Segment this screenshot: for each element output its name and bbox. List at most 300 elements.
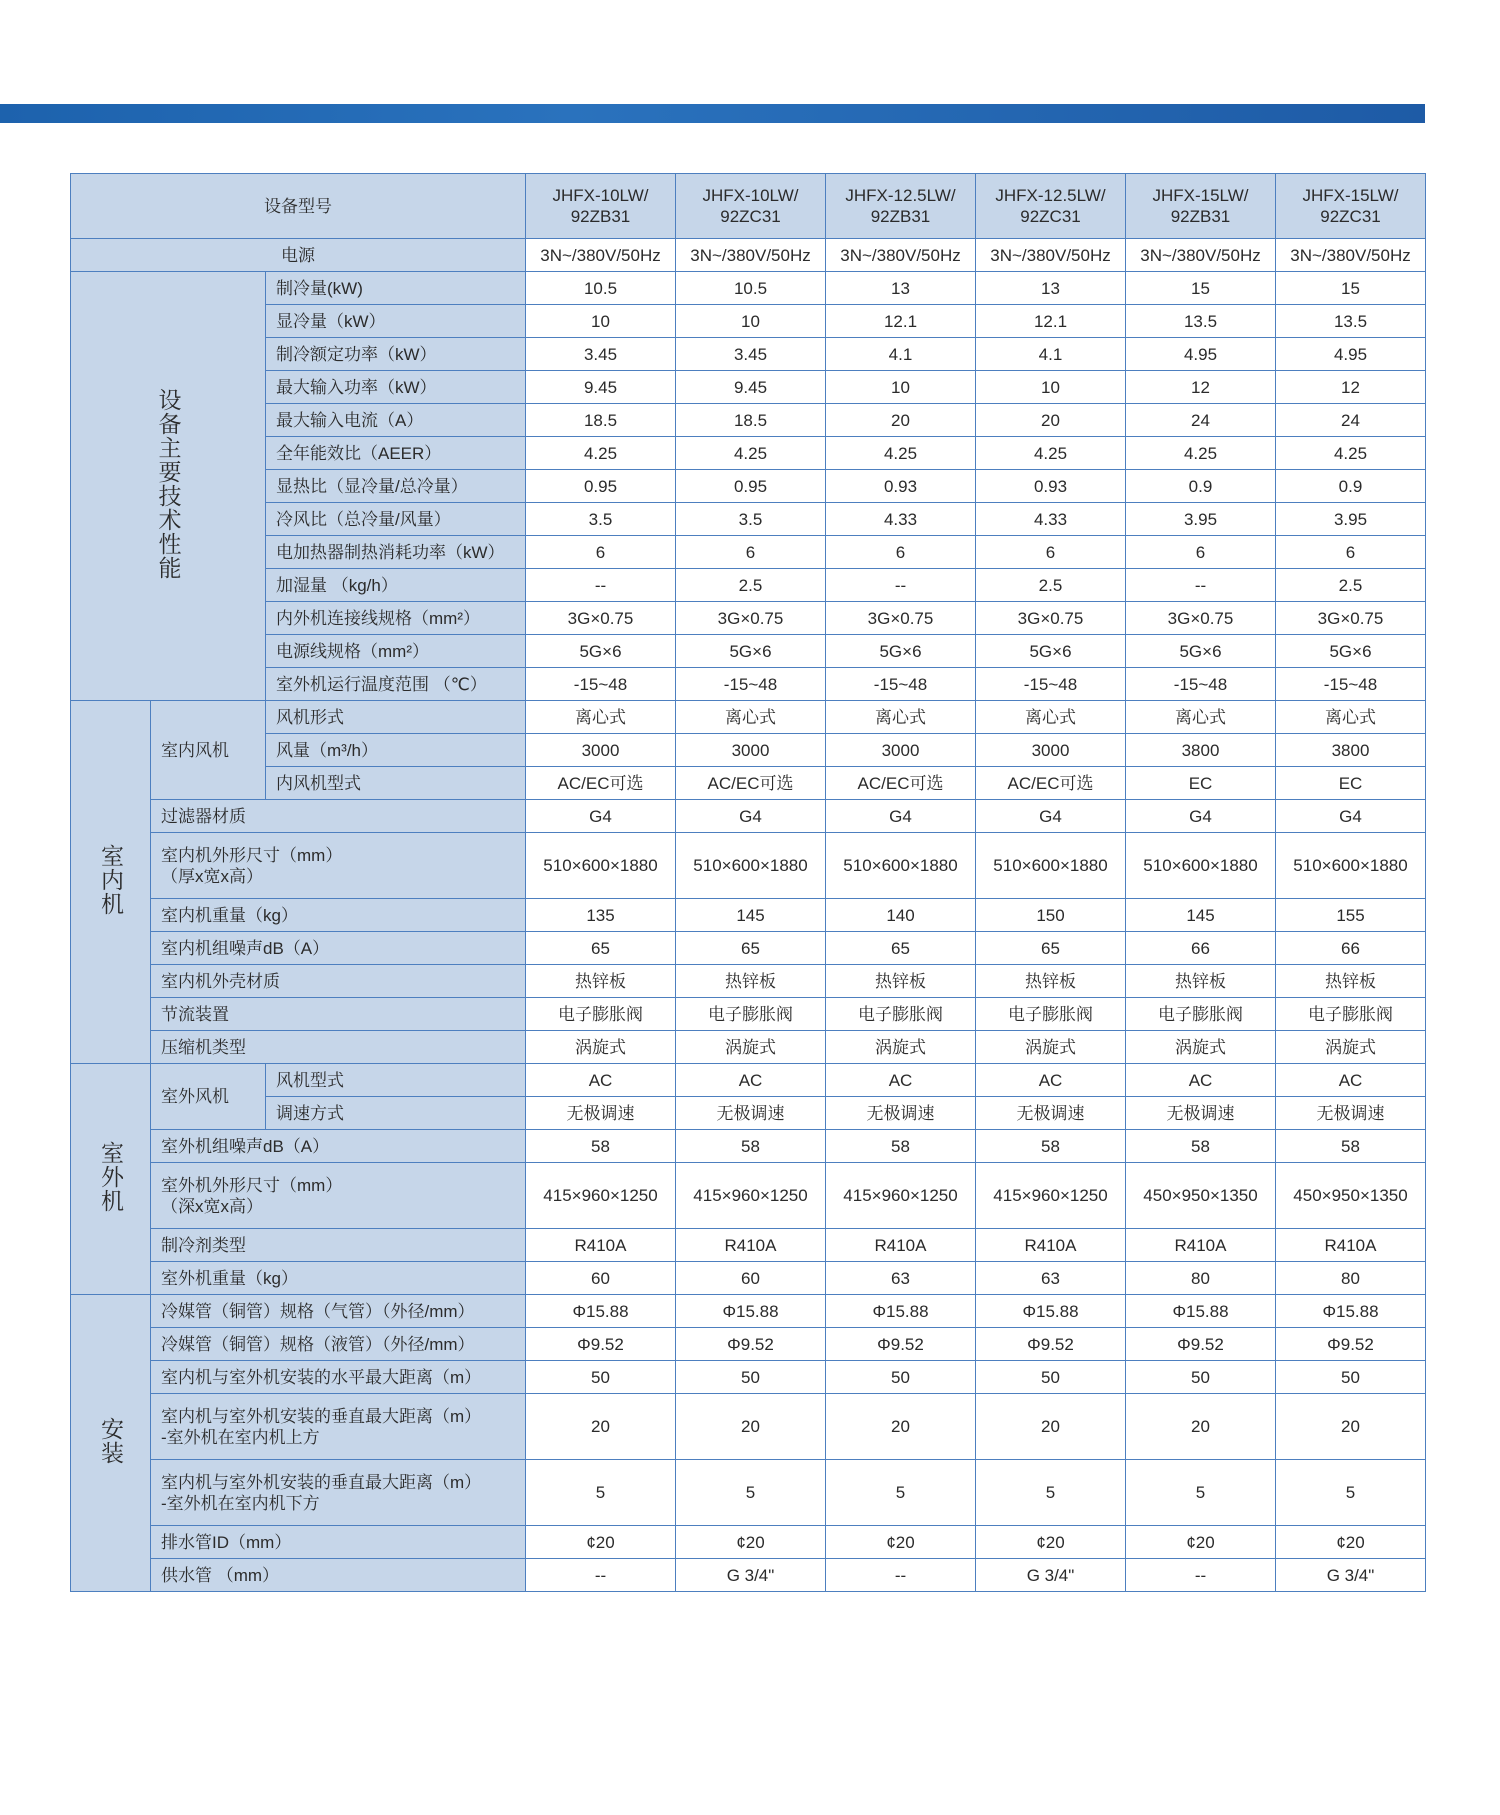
cell-value: 58	[1126, 1130, 1276, 1163]
cell-value: 3G×0.75	[976, 602, 1126, 635]
cell-value: 热锌板	[676, 965, 826, 998]
cell-value: 5G×6	[1126, 635, 1276, 668]
table-row	[71, 1163, 1426, 1229]
cell-value: 10.5	[676, 272, 826, 305]
cell-value: 155	[1276, 899, 1426, 932]
cell-value: 5	[976, 1460, 1126, 1526]
cell-value: 66	[1126, 932, 1276, 965]
cell-value: 20	[976, 404, 1126, 437]
cell-value: R410A	[976, 1229, 1126, 1262]
cell-value: 50	[1126, 1361, 1276, 1394]
row-label: 显冷量（kW）	[266, 305, 526, 338]
cell-value: 电子膨胀阀	[976, 998, 1126, 1031]
cell-value: 3G×0.75	[1126, 602, 1276, 635]
cell-value: 80	[1126, 1262, 1276, 1295]
cell-value: 50	[526, 1361, 676, 1394]
row-label: 室外机重量（kg）	[151, 1262, 526, 1295]
cell-value: AC/EC可选	[826, 767, 976, 800]
row-label: 电加热器制热消耗功率（kW）	[266, 536, 526, 569]
cell-value: 涡旋式	[1126, 1031, 1276, 1064]
row-label: 压缩机类型	[151, 1031, 526, 1064]
cell-value: 涡旋式	[526, 1031, 676, 1064]
section-label	[71, 1064, 151, 1295]
cell-value: 145	[1126, 899, 1276, 932]
power-row	[71, 239, 1426, 272]
cell-value: 4.25	[826, 437, 976, 470]
cell-value: 无极调速	[976, 1097, 1126, 1130]
row-label: 电源线规格（mm²）	[266, 635, 526, 668]
cell-value: 20	[526, 1394, 676, 1460]
row-label: 调速方式	[266, 1097, 526, 1130]
cell-value: 510×600×1880	[526, 833, 676, 899]
cell-value: 58	[976, 1130, 1126, 1163]
cell-value: 6	[976, 536, 1126, 569]
model-name: JHFX-10LW/ 92ZB31	[526, 174, 676, 239]
cell-value: G 3/4"	[976, 1559, 1126, 1592]
cell-value: --	[826, 1559, 976, 1592]
cell-value: Φ9.52	[826, 1328, 976, 1361]
row-label: 冷媒管（铜管）规格（气管）（外径/mm）	[151, 1295, 526, 1328]
cell-value: 9.45	[676, 371, 826, 404]
cell-value: 18.5	[676, 404, 826, 437]
cell-value: 450×950×1350	[1126, 1163, 1276, 1229]
table-row	[71, 1460, 1426, 1526]
cell-value: 热锌板	[526, 965, 676, 998]
cell-value: 13.5	[1126, 305, 1276, 338]
model-name: JHFX-10LW/ 92ZC31	[676, 174, 826, 239]
cell-value: 5G×6	[1276, 635, 1426, 668]
cell-value: Φ9.52	[676, 1328, 826, 1361]
row-label: 风机型式	[266, 1064, 526, 1097]
cell-value: 离心式	[1126, 701, 1276, 734]
cell-value: ¢20	[1126, 1526, 1276, 1559]
cell-value: 63	[976, 1262, 1126, 1295]
cell-value: 415×960×1250	[826, 1163, 976, 1229]
cell-value: Φ15.88	[976, 1295, 1126, 1328]
cell-value: 无极调速	[1126, 1097, 1276, 1130]
table-row	[71, 338, 1426, 371]
cell-value: R410A	[526, 1229, 676, 1262]
cell-value: 无极调速	[676, 1097, 826, 1130]
table-row	[71, 272, 1426, 305]
cell-value: 3.95	[1276, 503, 1426, 536]
cell-value: G 3/4"	[1276, 1559, 1426, 1592]
row-label: 室外机外形尺寸（mm） （深x宽x高）	[151, 1163, 526, 1229]
cell-value: Φ9.52	[1126, 1328, 1276, 1361]
cell-value: 热锌板	[826, 965, 976, 998]
cell-value: ¢20	[826, 1526, 976, 1559]
cell-value: 离心式	[826, 701, 976, 734]
cell-value: 58	[676, 1130, 826, 1163]
cell-value: 24	[1126, 404, 1276, 437]
cell-value: 13	[976, 272, 1126, 305]
cell-value: 无极调速	[826, 1097, 976, 1130]
cell-value: 5G×6	[976, 635, 1126, 668]
cell-value: 13	[826, 272, 976, 305]
cell-value: 450×950×1350	[1276, 1163, 1426, 1229]
row-label: 内外机连接线规格（mm²）	[266, 602, 526, 635]
power-value: 3N~/380V/50Hz	[826, 239, 976, 272]
cell-value: 50	[1276, 1361, 1426, 1394]
cell-value: 510×600×1880	[976, 833, 1126, 899]
cell-value: G4	[526, 800, 676, 833]
cell-value: 热锌板	[976, 965, 1126, 998]
power-value: 3N~/380V/50Hz	[976, 239, 1126, 272]
cell-value: R410A	[1276, 1229, 1426, 1262]
cell-value: --	[526, 569, 676, 602]
cell-value: 15	[1276, 272, 1426, 305]
cell-value: AC	[1276, 1064, 1426, 1097]
cell-value: 24	[1276, 404, 1426, 437]
cell-value: 58	[826, 1130, 976, 1163]
table-row	[71, 998, 1426, 1031]
cell-value: 2.5	[1276, 569, 1426, 602]
group-label: 室内风机	[151, 701, 266, 800]
cell-value: 50	[826, 1361, 976, 1394]
cell-value: 65	[826, 932, 976, 965]
model-header-label: 设备型号	[71, 174, 526, 239]
row-label: 全年能效比（AEER）	[266, 437, 526, 470]
cell-value: 5	[526, 1460, 676, 1526]
cell-value: 18.5	[526, 404, 676, 437]
model-header-row	[71, 174, 1426, 239]
cell-value: 20	[826, 1394, 976, 1460]
row-label: 室内机与室外机安装的垂直最大距离（m） -室外机在室内机上方	[151, 1394, 526, 1460]
table-row	[71, 404, 1426, 437]
row-label: 风机形式	[266, 701, 526, 734]
row-label: 室内机重量（kg）	[151, 899, 526, 932]
table-row	[71, 1361, 1426, 1394]
cell-value: 4.95	[1126, 338, 1276, 371]
cell-value: --	[526, 1559, 676, 1592]
cell-value: 150	[976, 899, 1126, 932]
cell-value: 20	[976, 1394, 1126, 1460]
section-label	[71, 701, 151, 1064]
model-name: JHFX-12.5LW/ 92ZC31	[976, 174, 1126, 239]
cell-value: 4.95	[1276, 338, 1426, 371]
cell-value: 60	[526, 1262, 676, 1295]
row-label: 制冷剂类型	[151, 1229, 526, 1262]
cell-value: AC	[526, 1064, 676, 1097]
cell-value: 10.5	[526, 272, 676, 305]
table-row	[71, 1328, 1426, 1361]
cell-value: 12.1	[976, 305, 1126, 338]
cell-value: EC	[1126, 767, 1276, 800]
cell-value: 10	[526, 305, 676, 338]
cell-value: 4.1	[826, 338, 976, 371]
cell-value: 415×960×1250	[526, 1163, 676, 1229]
cell-value: 热锌板	[1276, 965, 1426, 998]
cell-value: 电子膨胀阀	[1276, 998, 1426, 1031]
cell-value: 5G×6	[826, 635, 976, 668]
cell-value: 4.25	[526, 437, 676, 470]
row-label: 过滤器材质	[151, 800, 526, 833]
cell-value: G4	[826, 800, 976, 833]
cell-value: 0.93	[976, 470, 1126, 503]
cell-value: 50	[676, 1361, 826, 1394]
table-row	[71, 569, 1426, 602]
power-value: 3N~/380V/50Hz	[1276, 239, 1426, 272]
cell-value: 4.25	[676, 437, 826, 470]
cell-value: 离心式	[976, 701, 1126, 734]
cell-value: G4	[1126, 800, 1276, 833]
cell-value: ¢20	[526, 1526, 676, 1559]
cell-value: 20	[676, 1394, 826, 1460]
section-label-text: 室外机	[98, 1140, 124, 1213]
cell-value: 12.1	[826, 305, 976, 338]
cell-value: G 3/4"	[676, 1559, 826, 1592]
power-label: 电源	[71, 239, 526, 272]
cell-value: 5	[1276, 1460, 1426, 1526]
cell-value: 6	[526, 536, 676, 569]
cell-value: 涡旋式	[676, 1031, 826, 1064]
table-row	[71, 800, 1426, 833]
cell-value: 65	[976, 932, 1126, 965]
cell-value: 4.33	[976, 503, 1126, 536]
table-row	[71, 1559, 1426, 1592]
table-row	[71, 1394, 1426, 1460]
table-row	[71, 965, 1426, 998]
cell-value: 6	[676, 536, 826, 569]
row-label: 风量（m³/h）	[266, 734, 526, 767]
table-row	[71, 1064, 1426, 1097]
cell-value: Φ9.52	[1276, 1328, 1426, 1361]
table-row	[71, 833, 1426, 899]
cell-value: 0.95	[526, 470, 676, 503]
cell-value: --	[826, 569, 976, 602]
section-label	[71, 1295, 151, 1592]
table-row	[71, 1295, 1426, 1328]
cell-value: 3000	[826, 734, 976, 767]
cell-value: 涡旋式	[826, 1031, 976, 1064]
cell-value: AC/EC可选	[976, 767, 1126, 800]
table-row	[71, 899, 1426, 932]
cell-value: 66	[1276, 932, 1426, 965]
cell-value: 3000	[676, 734, 826, 767]
group-label: 室外风机	[151, 1064, 266, 1130]
cell-value: 无极调速	[1276, 1097, 1426, 1130]
cell-value: 2.5	[976, 569, 1126, 602]
row-label: 室内机组噪声dB（A）	[151, 932, 526, 965]
row-label: 室外机运行温度范围 （℃）	[266, 668, 526, 701]
cell-value: EC	[1276, 767, 1426, 800]
cell-value: 63	[826, 1262, 976, 1295]
table-row	[71, 602, 1426, 635]
cell-value: Φ15.88	[1126, 1295, 1276, 1328]
cell-value: ¢20	[1276, 1526, 1426, 1559]
cell-value: Φ9.52	[526, 1328, 676, 1361]
cell-value: 6	[1276, 536, 1426, 569]
cell-value: Φ15.88	[1276, 1295, 1426, 1328]
power-value: 3N~/380V/50Hz	[1126, 239, 1276, 272]
cell-value: ¢20	[676, 1526, 826, 1559]
cell-value: G4	[676, 800, 826, 833]
table-row	[71, 1097, 1426, 1130]
cell-value: 电子膨胀阀	[526, 998, 676, 1031]
cell-value: G4	[1276, 800, 1426, 833]
cell-value: 510×600×1880	[676, 833, 826, 899]
cell-value: 10	[826, 371, 976, 404]
cell-value: 离心式	[526, 701, 676, 734]
cell-value: 415×960×1250	[976, 1163, 1126, 1229]
cell-value: 4.33	[826, 503, 976, 536]
cell-value: 5G×6	[676, 635, 826, 668]
table-row	[71, 734, 1426, 767]
row-label: 排水管ID（mm）	[151, 1526, 526, 1559]
cell-value: -15~48	[1126, 668, 1276, 701]
row-label: 室内机与室外机安装的垂直最大距离（m） -室外机在室内机下方	[151, 1460, 526, 1526]
cell-value: 12	[1126, 371, 1276, 404]
cell-value: 6	[826, 536, 976, 569]
cell-value: 58	[526, 1130, 676, 1163]
cell-value: 15	[1126, 272, 1276, 305]
spec-table	[70, 173, 1426, 1592]
cell-value: 140	[826, 899, 976, 932]
power-value: 3N~/380V/50Hz	[526, 239, 676, 272]
model-name: JHFX-15LW/ 92ZC31	[1276, 174, 1426, 239]
top-banner-bar	[0, 104, 1425, 123]
row-label: 最大输入功率（kW）	[266, 371, 526, 404]
cell-value: 3G×0.75	[1276, 602, 1426, 635]
cell-value: 10	[676, 305, 826, 338]
table-row	[71, 1262, 1426, 1295]
cell-value: R410A	[1126, 1229, 1276, 1262]
cell-value: 10	[976, 371, 1126, 404]
cell-value: AC	[976, 1064, 1126, 1097]
row-label: 冷风比（总冷量/风量）	[266, 503, 526, 536]
cell-value: 5G×6	[526, 635, 676, 668]
cell-value: 4.25	[1276, 437, 1426, 470]
cell-value: 3.5	[526, 503, 676, 536]
cell-value: 145	[676, 899, 826, 932]
table-row	[71, 701, 1426, 734]
cell-value: 510×600×1880	[1126, 833, 1276, 899]
table-row	[71, 932, 1426, 965]
table-row	[71, 635, 1426, 668]
section-label-text: 室内机	[98, 843, 124, 916]
row-label: 制冷量(kW)	[266, 272, 526, 305]
table-row	[71, 1130, 1426, 1163]
cell-value: 20	[826, 404, 976, 437]
cell-value: 9.45	[526, 371, 676, 404]
cell-value: 3G×0.75	[826, 602, 976, 635]
cell-value: 510×600×1880	[1276, 833, 1426, 899]
cell-value: 电子膨胀阀	[1126, 998, 1276, 1031]
cell-value: 80	[1276, 1262, 1426, 1295]
cell-value: -15~48	[676, 668, 826, 701]
table-row	[71, 536, 1426, 569]
table-row	[71, 503, 1426, 536]
cell-value: AC	[676, 1064, 826, 1097]
model-name: JHFX-15LW/ 92ZB31	[1126, 174, 1276, 239]
section-label-text: 设备主要技术性能	[155, 387, 182, 580]
cell-value: 电子膨胀阀	[826, 998, 976, 1031]
table-row	[71, 1229, 1426, 1262]
cell-value: 涡旋式	[1276, 1031, 1426, 1064]
row-label: 冷媒管（铜管）规格（液管）（外径/mm）	[151, 1328, 526, 1361]
cell-value: 电子膨胀阀	[676, 998, 826, 1031]
cell-value: 12	[1276, 371, 1426, 404]
table-row	[71, 470, 1426, 503]
cell-value: 65	[526, 932, 676, 965]
cell-value: 58	[1276, 1130, 1426, 1163]
cell-value: 20	[1126, 1394, 1276, 1460]
cell-value: AC/EC可选	[676, 767, 826, 800]
cell-value: 3000	[526, 734, 676, 767]
cell-value: -15~48	[826, 668, 976, 701]
cell-value: 热锌板	[1126, 965, 1276, 998]
row-label: 制冷额定功率（kW）	[266, 338, 526, 371]
table-row	[71, 437, 1426, 470]
cell-value: 3800	[1276, 734, 1426, 767]
row-label: 室内机外壳材质	[151, 965, 526, 998]
cell-value: Φ15.88	[826, 1295, 976, 1328]
row-label: 节流装置	[151, 998, 526, 1031]
cell-value: 3800	[1126, 734, 1276, 767]
cell-value: 3.95	[1126, 503, 1276, 536]
row-label: 加湿量 （kg/h）	[266, 569, 526, 602]
cell-value: 离心式	[676, 701, 826, 734]
cell-value: 离心式	[1276, 701, 1426, 734]
row-label: 最大输入电流（A）	[266, 404, 526, 437]
cell-value: 65	[676, 932, 826, 965]
row-label: 显热比（显冷量/总冷量）	[266, 470, 526, 503]
cell-value: 510×600×1880	[826, 833, 976, 899]
table-row	[71, 668, 1426, 701]
table-row	[71, 305, 1426, 338]
cell-value: 0.9	[1276, 470, 1426, 503]
cell-value: -15~48	[1276, 668, 1426, 701]
cell-value: Φ9.52	[976, 1328, 1126, 1361]
cell-value: 5	[1126, 1460, 1276, 1526]
cell-value: 60	[676, 1262, 826, 1295]
cell-value: 3.45	[526, 338, 676, 371]
cell-value: 4.25	[1126, 437, 1276, 470]
table-row	[71, 1526, 1426, 1559]
cell-value: 0.95	[676, 470, 826, 503]
table-row	[71, 767, 1426, 800]
cell-value: 3G×0.75	[676, 602, 826, 635]
power-value: 3N~/380V/50Hz	[676, 239, 826, 272]
row-label: 供水管 （mm）	[151, 1559, 526, 1592]
section-label-text: 安装	[98, 1416, 124, 1465]
cell-value: 4.1	[976, 338, 1126, 371]
row-label: 室内机外形尺寸（mm） （厚x宽x高）	[151, 833, 526, 899]
cell-value: -15~48	[526, 668, 676, 701]
cell-value: 0.93	[826, 470, 976, 503]
cell-value: AC/EC可选	[526, 767, 676, 800]
cell-value: 涡旋式	[976, 1031, 1126, 1064]
cell-value: 3000	[976, 734, 1126, 767]
cell-value: 3.45	[676, 338, 826, 371]
cell-value: Φ15.88	[676, 1295, 826, 1328]
cell-value: 2.5	[676, 569, 826, 602]
cell-value: 0.9	[1126, 470, 1276, 503]
cell-value: R410A	[676, 1229, 826, 1262]
cell-value: 4.25	[976, 437, 1126, 470]
cell-value: G4	[976, 800, 1126, 833]
cell-value: AC	[1126, 1064, 1276, 1097]
cell-value: 13.5	[1276, 305, 1426, 338]
cell-value: 3.5	[676, 503, 826, 536]
section-label	[71, 272, 266, 701]
row-label: 室外机组噪声dB（A）	[151, 1130, 526, 1163]
cell-value: 3G×0.75	[526, 602, 676, 635]
cell-value: 无极调速	[526, 1097, 676, 1130]
cell-value: --	[1126, 1559, 1276, 1592]
cell-value: 5	[826, 1460, 976, 1526]
row-label: 室内机与室外机安装的水平最大距离（m）	[151, 1361, 526, 1394]
